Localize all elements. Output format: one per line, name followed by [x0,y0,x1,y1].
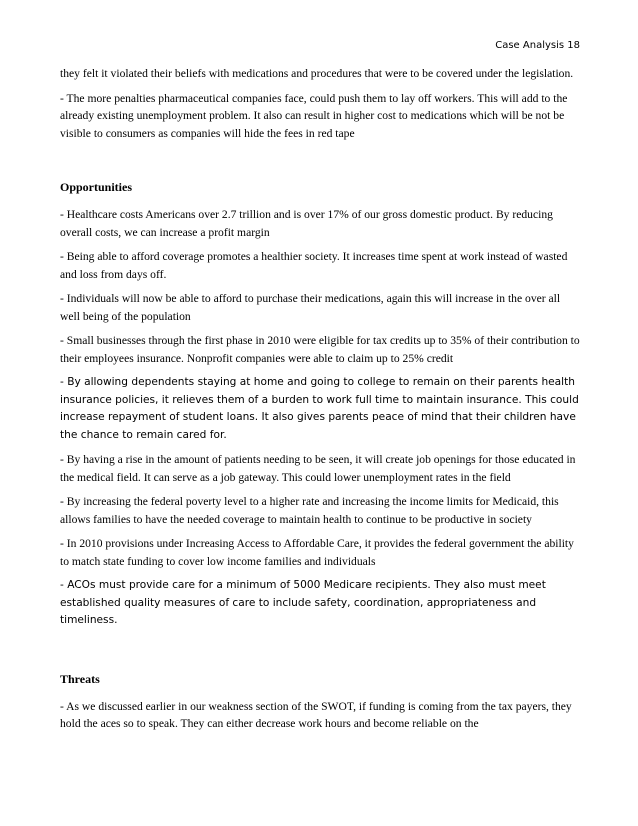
opportunity-item: - By increasing the federal poverty level to a higher rate and increasing the income limits for Medicaid, this allows families to have the needed coverage to maintain health to continue to be productive in society [60,495,559,526]
opportunity-item: - Healthcare costs Americans over 2.7 trillion and is over 17% of our gross domestic product. By reducing overall costs, we can increase a profit margin [60,208,553,239]
opportunity-item: - Small businesses through the first phase in 2010 were eligible for tax credits up to 35% of their contribution to their employees insurance. Nonprofit companies were able to claim up to 25% credit [60,334,580,365]
threat-item: - As we discussed earlier in our weakness section of the SWOT, if funding is coming from the tax payers, they hold the aces so to speak. They can either decrease work hours and become reliable on the [60,699,572,730]
page-body [60,65,580,740]
opportunity-item: - In 2010 provisions under Increasing Access to Affordable Care, it provides the federal government the ability to match state funding to cover low income families and individuals [60,537,574,568]
section-heading-opportunities: Opportunities [60,180,133,194]
opportunity-item: - ACOs must provide care for a minimum of 5000 Medicare recipients. They also must meet established quality measures of care to include safety, coordination, appropriateness and timeliness. [60,579,546,626]
section-heading-threats: Threats [60,671,100,686]
opportunity-item: - Being able to afford coverage promotes a healthier society. It increases time spent at work instead of wasted and loss from days off. [60,250,568,281]
paragraph: they felt it violated their beliefs with medications and procedures that were to be covered under the legislation. [60,67,574,80]
running-header: Case Analysis 18 [495,40,580,51]
opportunity-item: - Individuals will now be able to afford to purchase their medications, again this will increase in the over all well being of the population [60,292,561,323]
opportunity-item: - By allowing dependents staying at home and going to college to remain on their parents health insurance policies, it relieves them of a burden to work full time to maintain insurance. This could increase repayment of student loans. It also gives parents peace of mind that their children have the chance to remain cared for. [60,376,579,441]
paragraph: - The more penalties pharmaceutical companies face, could push them to lay off workers. This will add to the already existing unemployment problem. It also can result in higher cost to medications which will be not be visible to consumers as companies will hide the fees in red tape [60,91,568,140]
opportunity-item: - By having a rise in the amount of patients needing to be seen, it will create job openings for those educated in the medical field. It can serve as a job gateway. This could lower unemployment rates in the field [60,453,576,484]
